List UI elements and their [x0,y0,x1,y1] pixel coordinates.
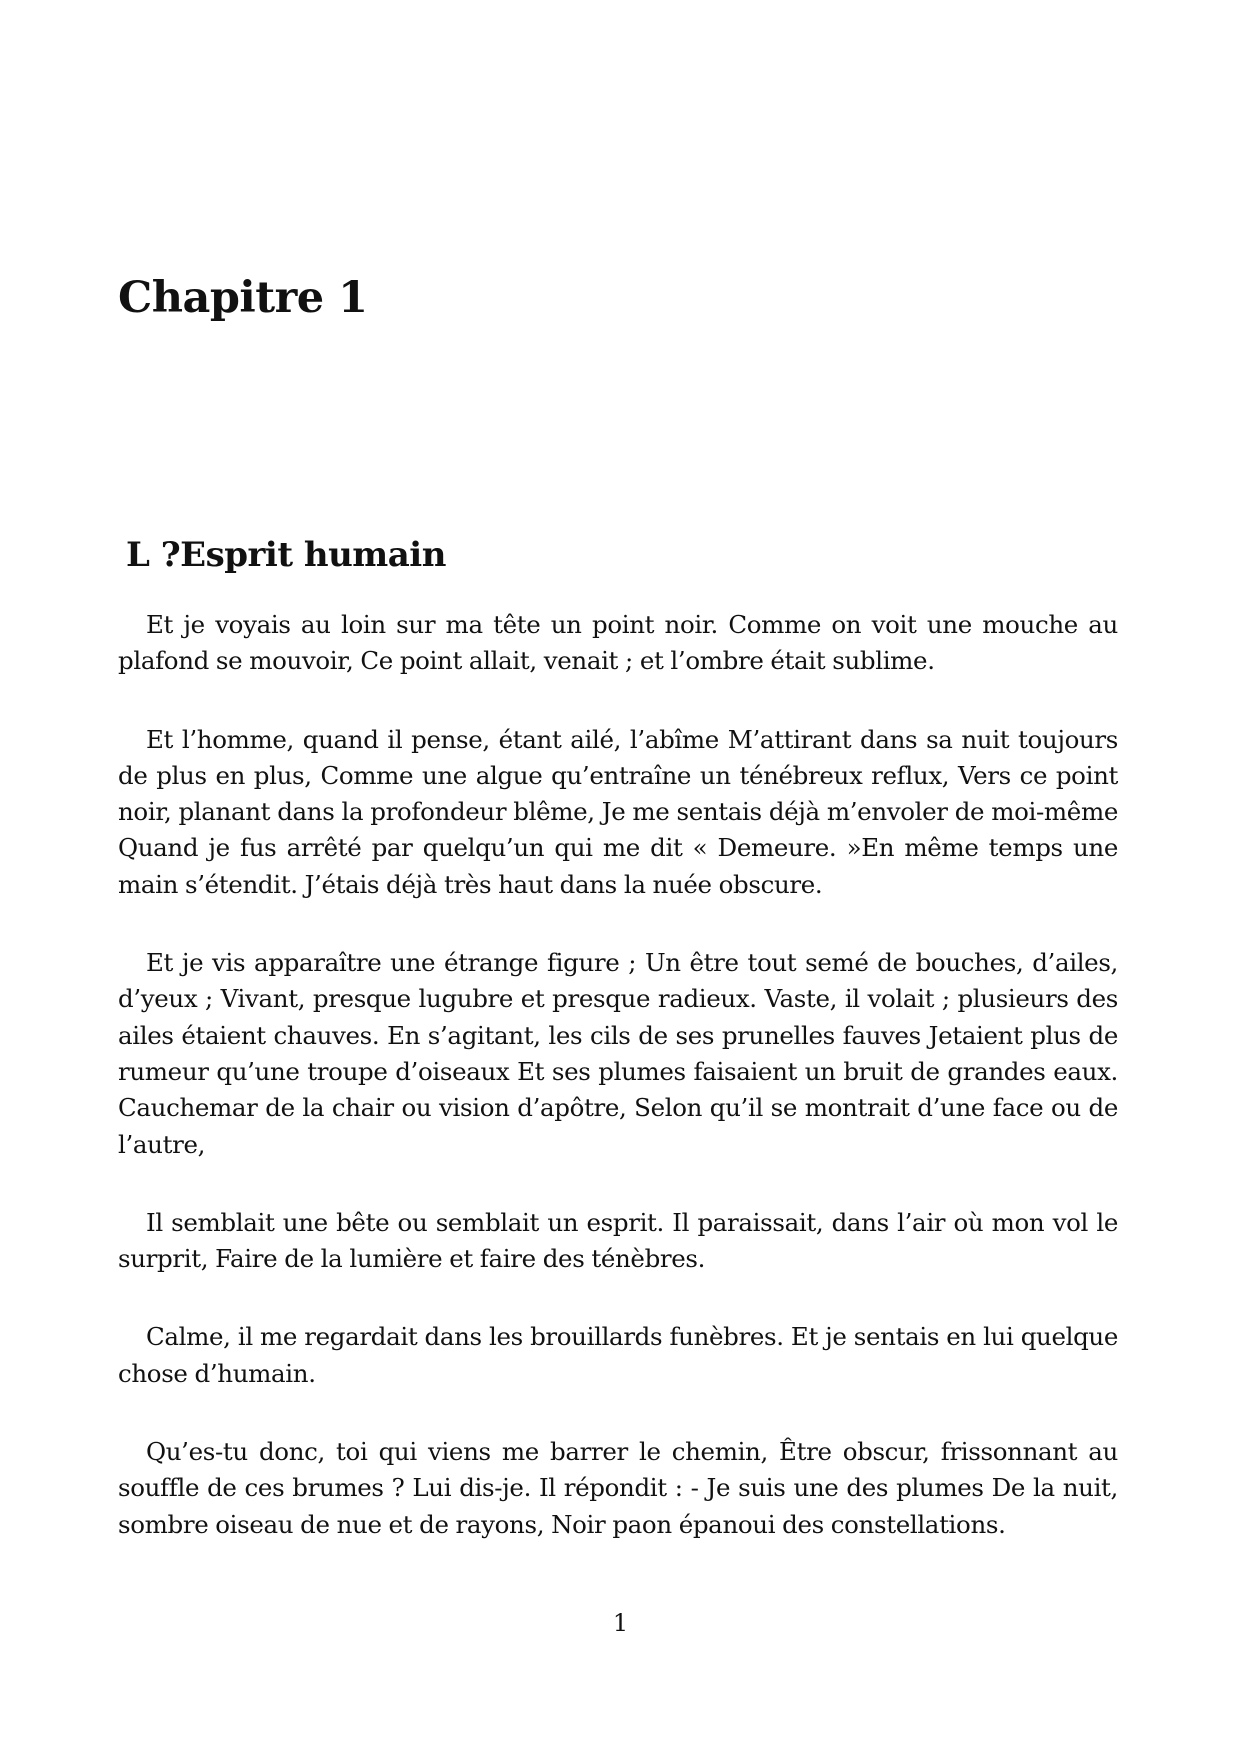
section-title: L ?Esprit humain [126,535,446,575]
paragraph: Et je voyais au loin sur ma tête un point noir. Comme on voit une mouche au plafond se mouvoir, Ce point allait, venait ; et l’ombre était sublime. [118,610,1118,676]
paragraph: Et je vis apparaître une étrange figure ; Un être tout semé de bouches, d’ailes, d’yeux ; Vivant, presque lugubre et presque radieux. Vaste, il volait ; plusieurs des ailes étaient chauves. En s’agitant, les cils de ses prunelles fauves Jetaient plus de rumeur qu’une troupe d’oiseaux Et ses plumes faisaient un bruit de grandes eaux. Cauchemar de la chair ou vision d’apôtre, Selon qu’il se montrait d’une face ou de l’autre, [118,948,1118,1159]
paragraph: Il semblait une bête ou semblait un esprit. Il paraissait, dans l’air où mon vol le surprit, Faire de la lumière et faire des ténèbres. [118,1207,1118,1274]
paragraph: Calme, il me regardait dans les brouillards funèbres. Et je sentais en lui quelque chose d’humain. [118,1322,1118,1388]
page-number: 1 [612,1609,629,1637]
chapter-title: Chapitre 1 [118,273,368,323]
body-text [118,607,1118,1585]
paragraph: Qu’es-tu donc, toi qui viens me barrer le chemin, Être obscur, frissonnant au souffle de ces brumes ? Lui dis-je. Il répondit : - Je suis une des plumes De la nuit, sombre oiseau de nue et de rayons, Noir paon épanoui des constellations. [118,1437,1118,1539]
paragraph: Et l’homme, quand il pense, étant ailé, l’abîme M’attirant dans sa nuit toujours de plus en plus, Comme une algue qu’entraîne un ténébreux reflux, Vers ce point noir, planant dans la profondeur blême, Je me sentais déjà m’envoler de moi-même Quand je fus arrêté par quelqu’un qui me dit « Demeure. »En même temps une main s’étendit. J’étais déjà très haut dans la nuée obscure. [118,724,1118,899]
